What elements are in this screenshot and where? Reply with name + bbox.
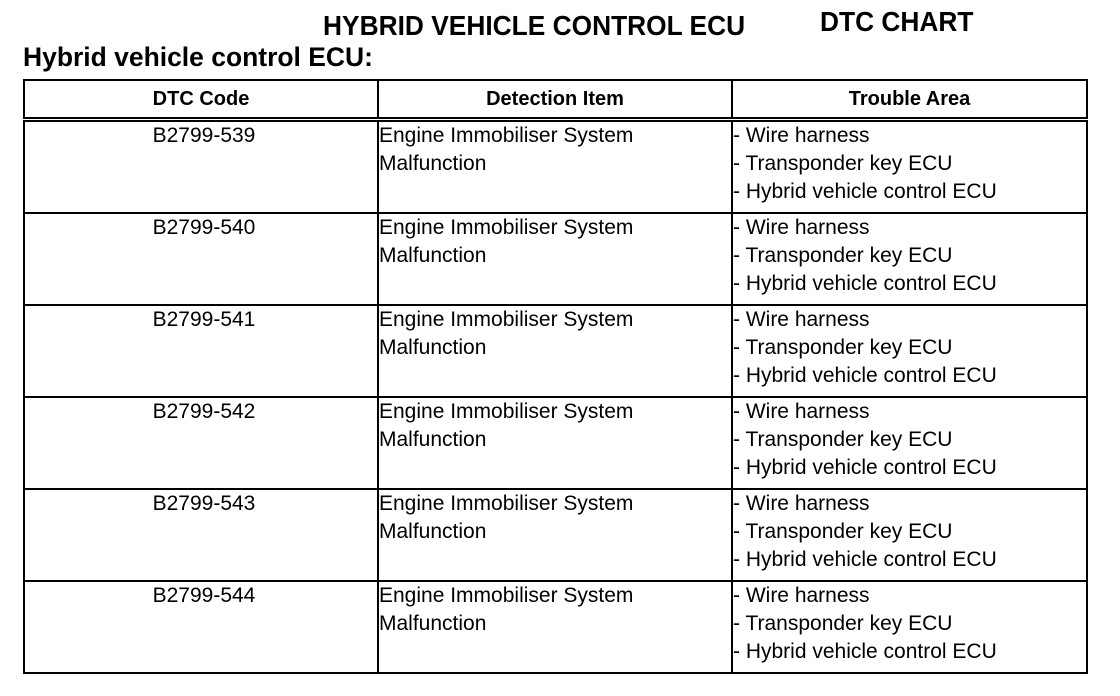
dtc-code-cell [24, 397, 378, 489]
trouble-area-line: - Hybrid vehicle control ECU [733, 180, 997, 203]
table-header-row [24, 80, 1087, 120]
trouble-area-line: - Transponder key ECU [733, 612, 953, 635]
dtc-code: B2799-542 [152, 400, 256, 423]
table-row [24, 305, 1087, 397]
trouble-area-cell [732, 305, 1087, 397]
detection-item-cell [378, 120, 732, 214]
dtc-code: B2799-544 [152, 584, 256, 607]
trouble-area-cell [732, 581, 1087, 673]
detection-item-line: Malfunction [379, 244, 487, 267]
detection-item-line: Malfunction [379, 520, 487, 543]
column-header-detection-item: Detection Item [378, 80, 732, 120]
table-row [24, 120, 1087, 214]
trouble-area-line: - Hybrid vehicle control ECU [733, 456, 997, 479]
dtc-code-cell [24, 213, 378, 305]
trouble-area-line: - Wire harness [733, 400, 870, 423]
dtc-table [23, 79, 1088, 674]
detection-item-cell [378, 305, 732, 397]
trouble-area-line: - Hybrid vehicle control ECU [733, 272, 997, 295]
detection-item-cell [378, 581, 732, 673]
detection-item-line: Engine Immobiliser System [379, 308, 634, 331]
trouble-area-cell [732, 120, 1087, 214]
table-header [24, 80, 1087, 120]
dtc-code-cell [24, 489, 378, 581]
dtc-code: B2799-543 [152, 492, 256, 515]
trouble-area-line: - Wire harness [733, 308, 870, 331]
trouble-area-line: - Transponder key ECU [733, 520, 953, 543]
trouble-area-line: - Transponder key ECU [733, 428, 953, 451]
trouble-area-line: - Wire harness [733, 216, 870, 239]
trouble-area-line: - Hybrid vehicle control ECU [733, 364, 997, 387]
detection-item-line: Engine Immobiliser System [379, 124, 634, 147]
trouble-area-line: - Hybrid vehicle control ECU [733, 548, 997, 571]
detection-item-line: Engine Immobiliser System [379, 492, 634, 515]
trouble-area-line: - Transponder key ECU [733, 244, 953, 267]
table-row [24, 397, 1087, 489]
table-row [24, 213, 1087, 305]
dtc-code: B2799-541 [152, 308, 256, 331]
trouble-area-cell [732, 489, 1087, 581]
dtc-code-cell [24, 305, 378, 397]
page-title-main: HYBRID VEHICLE CONTROL ECU [323, 10, 746, 41]
table-row [24, 581, 1087, 673]
trouble-area-line: - Transponder key ECU [733, 336, 953, 359]
detection-item-cell [378, 489, 732, 581]
dtc-code: B2799-540 [152, 216, 256, 239]
detection-item-line: Engine Immobiliser System [379, 216, 634, 239]
detection-item-line: Malfunction [379, 152, 487, 175]
page-title-suffix: DTC CHART [820, 6, 974, 37]
trouble-area-line: - Wire harness [733, 584, 870, 607]
trouble-area-line: - Hybrid vehicle control ECU [733, 640, 997, 663]
column-header-dtc-code: DTC Code [24, 80, 378, 120]
trouble-area-line: - Wire harness [733, 492, 870, 515]
section-heading: Hybrid vehicle control ECU: [23, 42, 373, 72]
detection-item-line: Engine Immobiliser System [379, 400, 634, 423]
detection-item-line: Malfunction [379, 612, 487, 635]
detection-item-cell [378, 213, 732, 305]
table-body [24, 120, 1087, 674]
detection-item-line: Malfunction [379, 428, 487, 451]
trouble-area-cell [732, 213, 1087, 305]
detection-item-cell [378, 397, 732, 489]
dtc-code-cell [24, 120, 378, 214]
trouble-area-line: - Transponder key ECU [733, 152, 953, 175]
table-row [24, 489, 1087, 581]
detection-item-line: Engine Immobiliser System [379, 584, 634, 607]
detection-item-line: Malfunction [379, 336, 487, 359]
dtc-code: B2799-539 [152, 124, 256, 147]
trouble-area-line: - Wire harness [733, 124, 870, 147]
dtc-code-cell [24, 581, 378, 673]
trouble-area-cell [732, 397, 1087, 489]
column-header-trouble-area: Trouble Area [732, 80, 1087, 120]
